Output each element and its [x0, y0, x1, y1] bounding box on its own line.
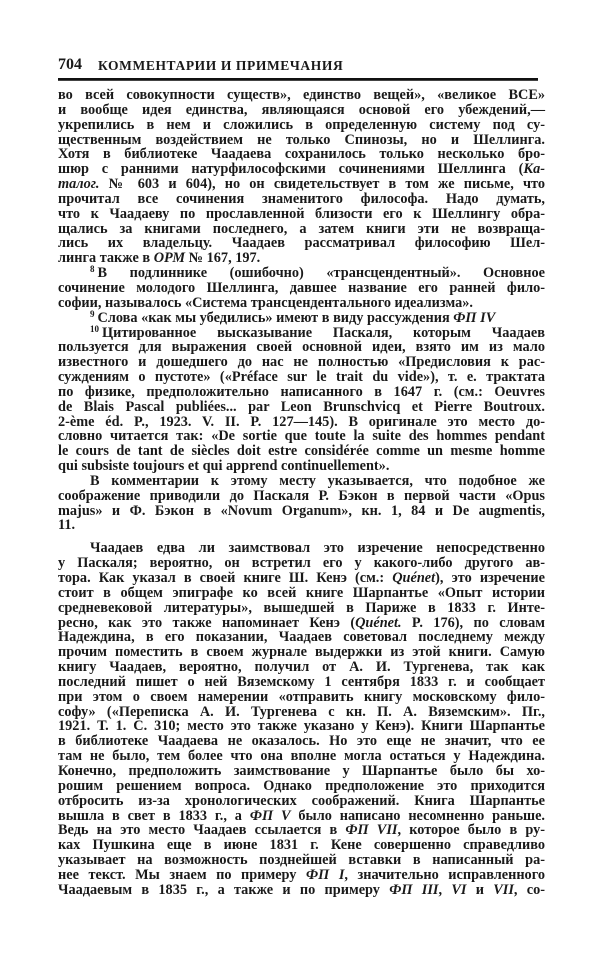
text-run: , которое было в ру- [397, 822, 545, 839]
text-run: Слова «как мы убедились» имеют в виду рассуждения [97, 309, 454, 326]
text-run: средневековой литературы», вышедшей в Париже в 1833 г. Инте- [58, 599, 545, 616]
text-run: шюр с ранними натурфилософскими сочинениями Шеллинга ( [58, 161, 524, 178]
text-line [58, 734, 545, 749]
text-run: там не было, тем более что она вполне могла остаться у Надеждина. [58, 748, 545, 765]
text-run: и вообще идея единства, являющаяся основой его убеждений,— [58, 101, 545, 118]
text-line [58, 823, 545, 838]
text-line [58, 705, 545, 720]
text-run: нее текст. Мы знаем по примеру [58, 866, 307, 883]
text-run: щались за книгами последнего, а затем книги эти не возвраща- [58, 220, 545, 237]
text-line [58, 88, 545, 103]
text-run: рошим решением вопроса. Однако предположение это приходится [58, 777, 545, 794]
text-line [58, 192, 545, 207]
text-line [58, 660, 545, 675]
text-line [58, 690, 545, 705]
page-number: 704 [58, 56, 82, 73]
text-line [58, 630, 545, 645]
text-run: в библиотеке Чаадаева не оказалось. Но это еще не значит, что ее [58, 733, 545, 750]
text-line [58, 177, 545, 192]
text-line [58, 251, 545, 266]
text-run: пользуется для выражения своей основной идеи, взято им из мало [58, 339, 545, 356]
text-line [58, 883, 545, 898]
text-line [58, 415, 545, 430]
text-run: Цитированное высказывание Паскаля, которым Чаадаев [102, 324, 545, 341]
footnote-marker: 8 [90, 264, 95, 275]
text-run: majus» и Ф. Бэкон в «Novum Organum», кн. 1, 84 и De augmentis, [58, 502, 545, 519]
text-run: по физике, предположительно написанного в 1647 г. (см.: Oeuvres [58, 383, 545, 400]
text-run: le cours de tant de siècles doit estre considérée comme un mesme homme [58, 443, 545, 460]
text-run: , значительно исправленного [344, 866, 545, 883]
text-run: отбросить из-за хронологических соображений. Книга Шарпантье [58, 792, 545, 809]
text-run: прочитал все сочинения знаменитого философа. Надо думать, [58, 190, 545, 207]
text-line [58, 444, 545, 459]
text-line [58, 207, 545, 222]
text-run: и [466, 881, 494, 898]
text-line [58, 719, 545, 734]
text-line [58, 838, 545, 853]
italic-text-run: ФП IV [453, 309, 496, 326]
text-line [58, 571, 545, 586]
footnote-9 [58, 308, 545, 326]
text-run: что к Чаадаеву по прославленной близости его к Шеллингу обра- [58, 205, 545, 222]
italic-text-run: ФП I [306, 866, 345, 883]
text-line [58, 118, 545, 133]
italic-text-run: VI [451, 881, 467, 898]
italic-text-run: талог. [58, 176, 100, 193]
text-line [58, 103, 545, 118]
footnote-marker: 10 [90, 323, 99, 334]
paragraph [58, 88, 545, 266]
text-run: Чаадаев едва ли заимствовал это изречение непосредственно [90, 540, 545, 557]
footnote-8 [58, 266, 545, 311]
text-line [58, 868, 545, 883]
italic-text-run: VII [493, 881, 514, 898]
text-run: укрепились в нем и сложились в определенную систему под су- [58, 116, 545, 133]
footnote-marker: 9 [90, 308, 95, 319]
text-run: тора. Как указал в своей книге Ш. Кенэ (см.: [58, 570, 393, 586]
text-line [58, 429, 545, 444]
text-line [58, 645, 545, 660]
footnote-10 [58, 323, 545, 475]
running-header [58, 56, 546, 80]
text-line [58, 809, 545, 824]
paragraph [58, 474, 545, 533]
text-line [58, 370, 545, 385]
text-line [58, 474, 545, 489]
text-line [58, 541, 545, 556]
text-line [58, 308, 545, 326]
text-run: Надеждина, в его показании, Чаадаев советовал последнему между [58, 629, 545, 646]
text-run: лись их владельцу. Чаадаев рассматривал философию Шел- [58, 235, 545, 252]
text-line [58, 162, 545, 177]
text-line [58, 323, 545, 341]
italic-text-run: ФП V [249, 807, 291, 824]
text-line [58, 147, 545, 162]
text-line [58, 222, 545, 237]
text-run: последний пишет о ней Вяземскому 1 сентября 1833 г. и сообщает [58, 673, 545, 690]
text-line [58, 400, 545, 415]
text-line [58, 556, 545, 571]
text-line [58, 675, 545, 690]
text-run: qui subsiste toujours et qui apprend continuellement». [58, 458, 390, 475]
text-run: Чаадаевым в 1835 г., а также и по примеру [58, 881, 390, 898]
text-run: ресно, как это также напоминает Кенэ ( [58, 614, 356, 631]
text-run: 1921. Т. 1. С. 310; место это также указано у Кенэ). Книги Шарпантье [58, 718, 545, 735]
text-line [58, 296, 545, 311]
italic-text-run: ФП III [389, 881, 439, 898]
text-run: Конечно, предположить заимствование у Шарпантье было бы хо- [58, 762, 545, 779]
text-line [58, 133, 545, 148]
text-line [58, 586, 545, 601]
text-run: 2-ème éd. P., 1923. V. II. P. 127—145). В оригинале это место до- [58, 413, 545, 430]
text-line [58, 518, 545, 533]
text-run: книгу Чаадаев, вероятно, получил от А. И. Тургенева, так как [58, 659, 545, 676]
running-title: КОММЕНТАРИИ И ПРИМЕЧАНИЯ [98, 58, 344, 73]
text-line [58, 340, 545, 355]
text-run: стоит в общем эпиграфе ко всей книге Шарпантье «Опыт истории [58, 584, 545, 601]
text-run: известного и дошедшего до нас не полностью «Предисловия к рас- [58, 354, 545, 371]
text-run: вышла в свет в 1833 г., а [58, 807, 250, 824]
text-line [58, 749, 545, 764]
text-run: , [438, 881, 452, 898]
text-run: Хотя в библиотеке Чаадаева сохранилось только несколько бро- [58, 146, 545, 163]
text-run: суждениям о пустоте» («Préface sur le trait du vide»), т. е. трактата [58, 369, 545, 386]
text-run: соображение приводили до Паскаля Р. Бэкон в первой части «Opus [58, 487, 545, 504]
italic-text-run: ОРМ [153, 250, 186, 267]
text-run: de Blais Pascal publiées... par Leon Brunschvicq et Pierre Boutroux. [58, 398, 545, 415]
text-run: 11. [58, 517, 76, 534]
text-run: В подлиннике (ошибочно) «трансцендентный». Основное [97, 265, 545, 282]
text-line [58, 355, 545, 370]
italic-text-run: Quénet. [355, 614, 402, 631]
text-run: словно читается так: «De sortie que toute la suite des hommes pendant [58, 428, 545, 445]
text-line [58, 489, 545, 504]
text-run: прочим поместить в своем журнале выдержки из этой книги. Самую [58, 644, 545, 661]
header-rule [58, 78, 538, 81]
text-run: было написано несомненно раньше. [290, 807, 545, 824]
text-run: В комментарии к этому месту указывается, что подобное же [90, 472, 545, 489]
paragraph [58, 541, 545, 897]
text-run: , со- [513, 881, 546, 898]
text-line [58, 459, 545, 474]
text-line [58, 385, 545, 400]
text-line [58, 266, 545, 281]
text-run: софии, называлось «Система трансцендентального идеализма». [58, 294, 473, 311]
text-run: № 167, 197. [185, 250, 261, 267]
text-line [58, 764, 545, 779]
text-run: софу» («Переписка А. И. Тургенева с кн. П. А. Вяземским». Пг., [58, 703, 545, 720]
text-run: ), это изречение [435, 570, 545, 586]
page-body-text [58, 88, 545, 898]
italic-text-run: Ка- [523, 161, 545, 178]
text-run: указывает на возможность позднейшей вставки в написанный ра- [58, 852, 545, 869]
text-line [58, 504, 545, 519]
italic-text-run: Quénet [392, 570, 436, 586]
text-run: P. 176), по словам [401, 614, 545, 631]
text-run: щественным воздействием не только Спинозы, но и Шеллинга. [58, 131, 545, 148]
text-line [58, 236, 545, 251]
text-line [58, 601, 545, 616]
italic-text-run: ФП VII [345, 822, 398, 839]
text-run: сочинение молодого Шеллинга, давшее название его ранней фило- [58, 279, 545, 296]
text-run: № 603 и 604), но он свидетельствует в том же письме, что [99, 176, 545, 193]
text-line [58, 281, 545, 296]
text-run: линга также в [58, 250, 154, 267]
text-line [58, 779, 545, 794]
text-line [58, 794, 545, 809]
text-run: при этом о своем намерении «отправить книгу московскому фило- [58, 688, 545, 705]
text-line [58, 616, 545, 631]
text-run: во всей совокупности существ», единство вещей», «великое ВСЕ» [58, 87, 545, 103]
text-run: ках Пушкина еще в июне 1831 г. Кене совершенно справедливо [58, 837, 545, 854]
text-run: Ведь на это место Чаадаев ссылается в [58, 822, 346, 839]
text-run: у Паскаля; вероятно, он встретил его у какого-либо другого ав- [58, 555, 545, 572]
text-line [58, 853, 545, 868]
